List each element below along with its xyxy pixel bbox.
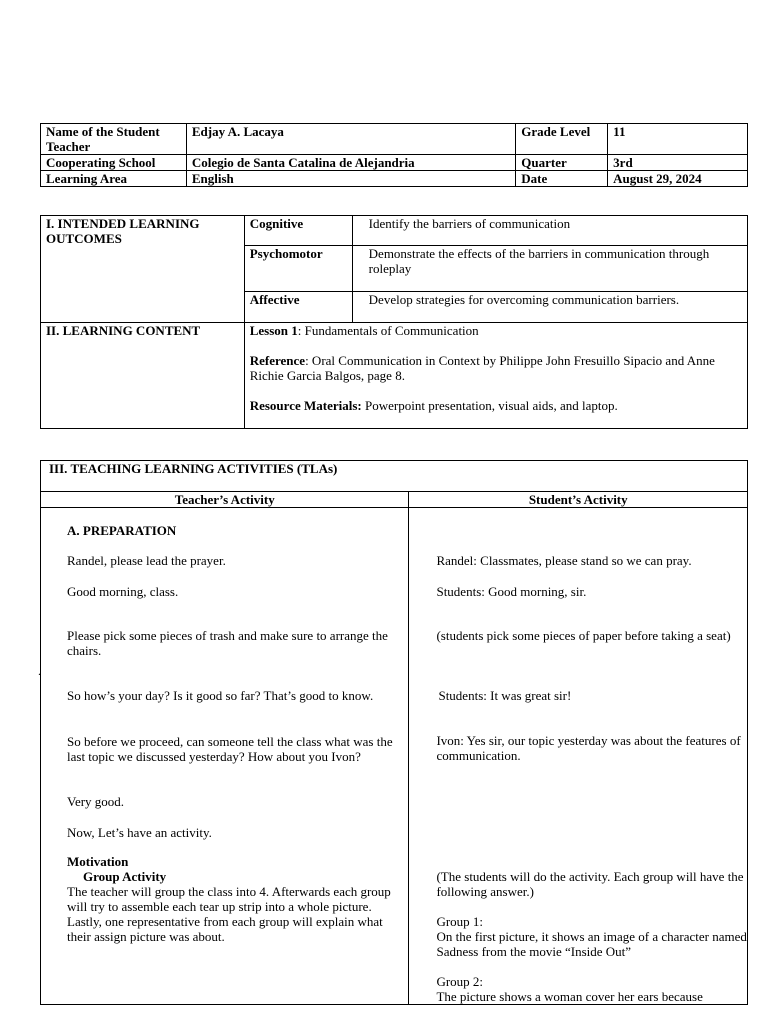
lesson-text: : Fundamentals of Communication <box>297 323 479 338</box>
student-prayer: Randel: Classmates, please stand so we can pray. <box>436 553 692 568</box>
group1-label: Group 1: <box>436 914 484 929</box>
tla-table <box>40 460 748 1005</box>
content-cell <box>244 323 747 429</box>
teacher-prayer: Randel, please lead the prayer. <box>67 553 226 568</box>
student-activity-header: Student’s Activity <box>409 492 748 508</box>
quarter-value: 3rd <box>608 155 748 171</box>
student-activity-cell <box>409 508 748 1005</box>
reference-text: : Oral Communication in Context by Philippe John Fresuillo Sipacio and Anne Richie Garcia Balgos, page 8. <box>249 353 715 383</box>
name-value: Edjay A. Lacaya <box>186 124 515 155</box>
resources-label: Resource Materials: <box>249 398 362 413</box>
cognitive-label: Cognitive <box>244 216 352 246</box>
lesson-label: Lesson 1 <box>249 323 298 338</box>
outcomes-content-table <box>40 215 748 429</box>
date-value: August 29, 2024 <box>608 171 748 187</box>
reference-line <box>250 353 742 383</box>
resources-line <box>250 398 742 413</box>
teacher-activity-cell <box>41 508 409 1005</box>
psychomotor-text: Demonstrate the effects of the barriers in communication through roleplay <box>352 246 747 292</box>
psychomotor-label: Psychomotor <box>244 246 352 292</box>
reference-label: Reference <box>249 353 306 368</box>
preparation-heading: A. PREPARATION <box>67 523 177 538</box>
name-label: Name of the Student Teacher <box>41 124 187 155</box>
group2-label: Group 2: <box>436 974 484 989</box>
content-title: II. LEARNING CONTENT <box>41 323 245 429</box>
student-day: Students: It was great sir! <box>438 688 572 703</box>
teacher-activity: Now, Let’s have an activity. <box>67 825 212 840</box>
quarter-label: Quarter <box>516 155 608 171</box>
cognitive-text: Identify the barriers of communication <box>352 216 747 246</box>
affective-text: Develop strategies for overcoming communication barriers. <box>352 292 747 323</box>
teacher-trash: Please pick some pieces of trash and make sure to arrange the chairs. <box>67 628 388 658</box>
resources-text: Powerpoint presentation, visual aids, and laptop. <box>361 398 618 413</box>
group2-text: The picture shows a woman cover her ears because <box>436 989 703 1004</box>
tla-title: III. TEACHING LEARNING ACTIVITIES (TLAs) <box>41 461 748 492</box>
motivation-heading: Motivation <box>67 854 129 869</box>
date-label: Date <box>516 171 608 187</box>
teacher-very-good: Very good. <box>67 794 125 809</box>
grade-value: 11 <box>608 124 748 155</box>
group1-text: On the first picture, it shows an image of a character named Sadness from the movie “Inside Out” <box>436 929 747 959</box>
stray-mark: . <box>38 664 41 678</box>
teacher-instructions: The teacher will group the class into 4. Afterwards each group will try to assemble each tear up strip into a whole picture. Lastly, one representative from each group will explain what their assign picture was about. <box>67 884 391 944</box>
grade-label: Grade Level <box>516 124 608 155</box>
affective-label: Affective <box>244 292 352 323</box>
student-activity-intro: (The students will do the activity. Each group will have the following answer.) <box>436 869 744 899</box>
teacher-activity-header: Teacher’s Activity <box>41 492 409 508</box>
student-recall: Ivon: Yes sir, our topic yesterday was about the features of communication. <box>436 733 741 763</box>
student-greeting: Students: Good morning, sir. <box>436 584 587 599</box>
school-value: Colegio de Santa Catalina de Alejandria <box>186 155 515 171</box>
teacher-recall: So before we proceed, can someone tell the class what was the last topic we discussed yesterday? How about you Ivon? <box>67 734 393 764</box>
outcomes-title: I. INTENDED LEARNING OUTCOMES <box>41 216 245 323</box>
lesson-line <box>250 323 742 338</box>
teacher-greeting: Good morning, class. <box>67 584 179 599</box>
group-activity-heading: Group Activity <box>83 869 167 884</box>
school-label: Cooperating School <box>41 155 187 171</box>
area-value: English <box>186 171 515 187</box>
area-label: Learning Area <box>41 171 187 187</box>
header-info-table <box>40 123 748 187</box>
teacher-day: So how’s your day? Is it good so far? That’s good to know. <box>67 688 374 703</box>
student-trash: (students pick some pieces of paper before taking a seat) <box>436 628 731 643</box>
